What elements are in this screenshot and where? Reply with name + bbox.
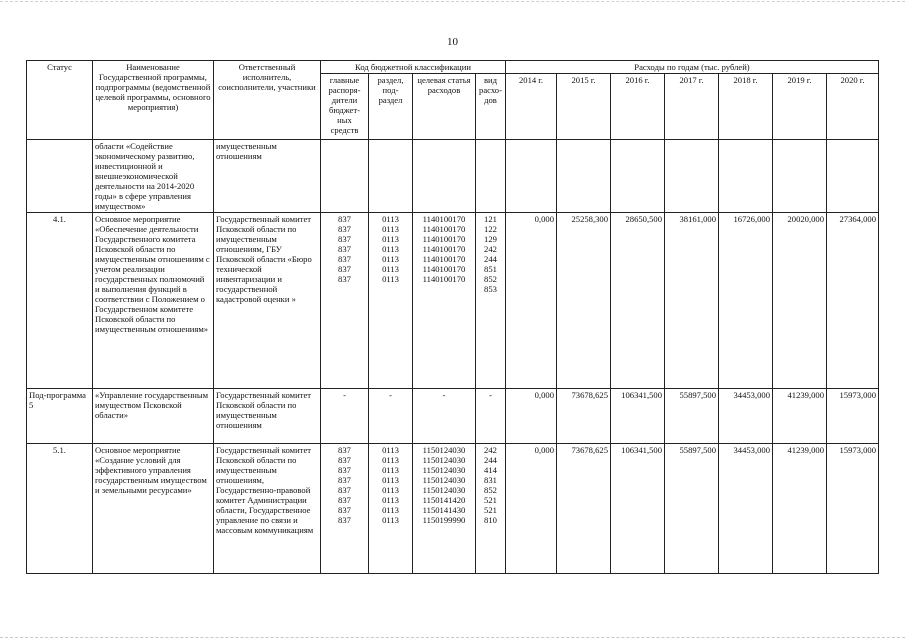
row-value: 15973,000 <box>827 444 879 574</box>
row-vr <box>476 140 506 213</box>
row-value: 25258,300 <box>557 213 611 389</box>
row-status <box>27 140 93 213</box>
row-value: 73678,625 <box>557 444 611 574</box>
table-row <box>27 389 879 444</box>
row-value: 0,000 <box>506 444 557 574</box>
row-status: 5.1. <box>27 444 93 574</box>
row-csr: - <box>413 389 476 444</box>
header-vr: вид расхо-дов <box>476 74 506 140</box>
row-value <box>611 140 665 213</box>
row-value <box>719 140 773 213</box>
row-value <box>827 140 879 213</box>
scan-edge-bottom <box>0 637 905 638</box>
row-name: Основное мероприятие «Обеспечение деятельности Государственного комитета Псковской области по имущественным отношениям с учетом реализации государственных полномочий и выполнения функций в соответствии с Положением о Государственном комитете Псковской области по имущественным отношениям» <box>93 213 214 389</box>
header-csr: целевая статья расходов <box>413 74 476 140</box>
row-value: 0,000 <box>506 213 557 389</box>
row-value: 16726,000 <box>719 213 773 389</box>
row-vr: 121 122 129 242 244 851 852 853 <box>476 213 506 389</box>
row-value: 106341,500 <box>611 444 665 574</box>
row-value: 20020,000 <box>773 213 827 389</box>
header-year: 2017 г. <box>665 74 719 140</box>
header-year: 2015 г. <box>557 74 611 140</box>
row-value <box>773 140 827 213</box>
row-csr: 1150124030 1150124030 1150124030 1150124030 1150124030 1150141420 1150141430 1150199990 <box>413 444 476 574</box>
row-value: 15973,000 <box>827 389 879 444</box>
row-value <box>665 140 719 213</box>
row-value: 41239,000 <box>773 444 827 574</box>
row-grbs: 837 837 837 837 837 837 837 <box>321 213 369 389</box>
row-value <box>506 140 557 213</box>
row-executor: Государственный комитет Псковской области по имущественным отношениям <box>214 389 321 444</box>
header-year: 2018 г. <box>719 74 773 140</box>
row-value: 55897,500 <box>665 389 719 444</box>
row-executor: имущественным отношениям <box>214 140 321 213</box>
row-name: Основное мероприятие «Создание условий для эффективного управления государственным имуществом и земельными ресурсами» <box>93 444 214 574</box>
row-grbs <box>321 140 369 213</box>
row-name: «Управление государственным имуществом Псковской области» <box>93 389 214 444</box>
row-executor: Государственный комитет Псковской области по имущественным отношениям, Государственно-правовой комитет Администрации области, Государственное управление по связи и массовым коммуникациям <box>214 444 321 574</box>
row-value: 106341,500 <box>611 389 665 444</box>
row-csr <box>413 140 476 213</box>
header-row-1 <box>27 61 879 74</box>
row-grbs: 837 837 837 837 837 837 837 837 <box>321 444 369 574</box>
row-value: 28650,500 <box>611 213 665 389</box>
row-value <box>557 140 611 213</box>
row-rzpr <box>369 140 413 213</box>
row-executor: Государственный комитет Псковской области по имущественным отношениям, ГБУ Псковской области «Бюро технической инвентаризации и государственной кадастровой оценки » <box>214 213 321 389</box>
scan-edge-top <box>0 1 905 2</box>
row-value: 0,000 <box>506 389 557 444</box>
table-row <box>27 213 879 389</box>
header-rzpr: раздел, под-раздел <box>369 74 413 140</box>
row-grbs: - <box>321 389 369 444</box>
budget-table <box>26 60 879 574</box>
row-status: 4.1. <box>27 213 93 389</box>
row-status: Под-программа 5 <box>27 389 93 444</box>
header-executor: Ответственный исполнитель, соисполнители, участники <box>214 61 321 140</box>
header-grbs: главные распоря-дители бюджет-ных средств <box>321 74 369 140</box>
table-row <box>27 140 879 213</box>
row-value: 73678,625 <box>557 389 611 444</box>
header-year: 2014 г. <box>506 74 557 140</box>
header-name: Наименование Государственной программы, подпрограммы (ведомственной целевой программы, основного мероприятия) <box>93 61 214 140</box>
row-value: 34453,000 <box>719 444 773 574</box>
page-number: 10 <box>447 36 458 48</box>
row-value: 27364,000 <box>827 213 879 389</box>
row-vr: - <box>476 389 506 444</box>
row-rzpr: 0113 0113 0113 0113 0113 0113 0113 0113 <box>369 444 413 574</box>
header-year: 2019 г. <box>773 74 827 140</box>
row-value: 55897,500 <box>665 444 719 574</box>
header-status: Статус <box>27 61 93 140</box>
row-value: 34453,000 <box>719 389 773 444</box>
row-rzpr: - <box>369 389 413 444</box>
row-name: области «Содействие экономическому развитию, инвестиционной и внешнеэкономической деятельности на 2014-2020 годы» в сфере управления имуществом» <box>93 140 214 213</box>
header-expenses: Расходы по годам (тыс. рублей) <box>506 61 879 74</box>
table-row <box>27 444 879 574</box>
row-vr: 242 244 414 831 852 521 521 810 <box>476 444 506 574</box>
row-csr: 1140100170 1140100170 1140100170 1140100170 1140100170 1140100170 1140100170 <box>413 213 476 389</box>
row-value: 38161,000 <box>665 213 719 389</box>
header-year: 2020 г. <box>827 74 879 140</box>
header-year: 2016 г. <box>611 74 665 140</box>
row-value: 41239,000 <box>773 389 827 444</box>
header-budget-code: Код бюджетной классификации <box>321 61 506 74</box>
row-rzpr: 0113 0113 0113 0113 0113 0113 0113 <box>369 213 413 389</box>
